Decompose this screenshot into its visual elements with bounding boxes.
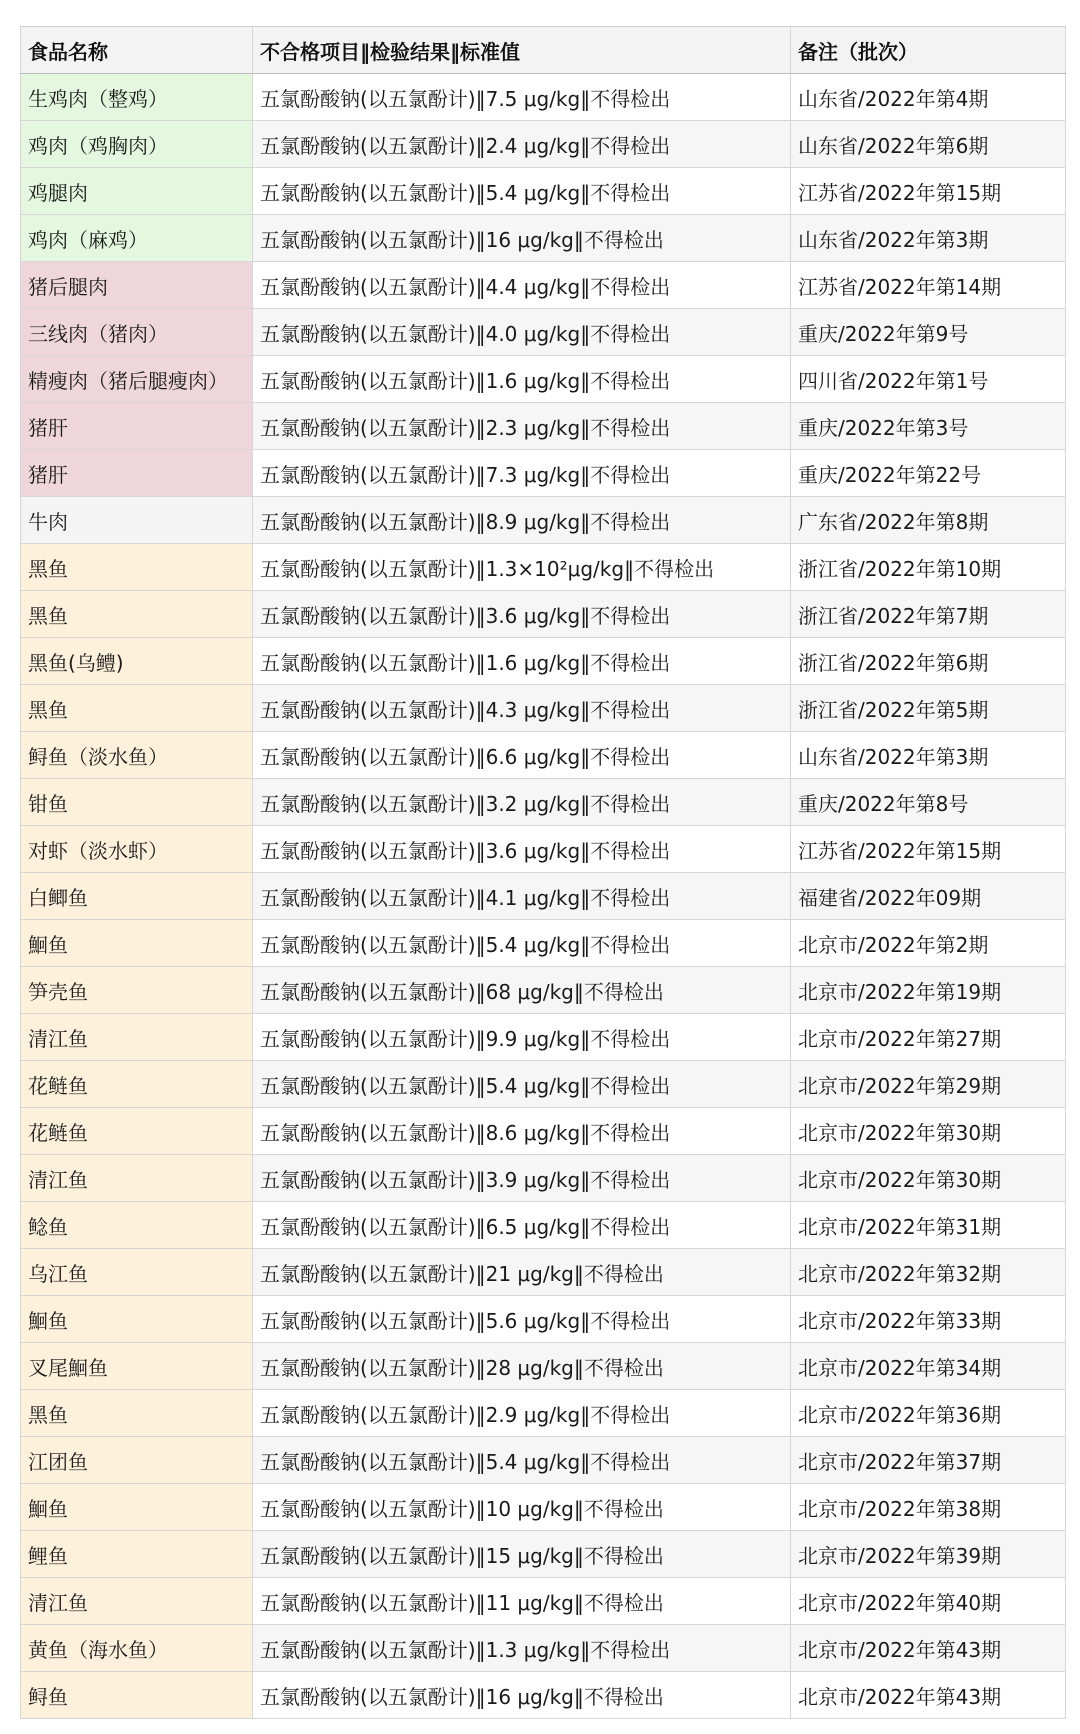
table-row	[20, 920, 1066, 967]
food-name-cell: 鲤鱼	[20, 1531, 252, 1577]
food-name-cell: 猪肝	[20, 403, 252, 449]
result-cell: 五氯酚酸钠(以五氯酚计)‖3.6 μg/kg‖不得检出	[252, 591, 790, 637]
result-cell: 五氯酚酸钠(以五氯酚计)‖2.4 μg/kg‖不得检出	[252, 121, 790, 167]
result-cell: 五氯酚酸钠(以五氯酚计)‖5.4 μg/kg‖不得检出	[252, 920, 790, 966]
food-name-cell: 乌江鱼	[20, 1249, 252, 1295]
food-name-cell: 白鲫鱼	[20, 873, 252, 919]
table-row	[20, 1578, 1066, 1625]
result-cell: 五氯酚酸钠(以五氯酚计)‖11 μg/kg‖不得检出	[252, 1578, 790, 1624]
result-cell: 五氯酚酸钠(以五氯酚计)‖4.4 μg/kg‖不得检出	[252, 262, 790, 308]
food-name-cell: 花鲢鱼	[20, 1108, 252, 1154]
note-cell: 山东省/2022年第6期	[790, 121, 1066, 167]
table-row	[20, 1390, 1066, 1437]
table-row	[20, 873, 1066, 920]
result-cell: 五氯酚酸钠(以五氯酚计)‖2.3 μg/kg‖不得检出	[252, 403, 790, 449]
food-name-cell: 黑鱼(乌鳢)	[20, 638, 252, 684]
result-cell: 五氯酚酸钠(以五氯酚计)‖9.9 μg/kg‖不得检出	[252, 1014, 790, 1060]
food-name-cell: 黄鱼（海水鱼）	[20, 1625, 252, 1671]
note-cell: 江苏省/2022年第15期	[790, 826, 1066, 872]
result-cell: 五氯酚酸钠(以五氯酚计)‖3.2 μg/kg‖不得检出	[252, 779, 790, 825]
food-name-cell: 黑鱼	[20, 591, 252, 637]
note-cell: 福建省/2022年09期	[790, 873, 1066, 919]
note-cell: 重庆/2022年第9号	[790, 309, 1066, 355]
food-name-cell: 黑鱼	[20, 685, 252, 731]
note-cell: 北京市/2022年第39期	[790, 1531, 1066, 1577]
table-row	[20, 403, 1066, 450]
result-cell: 五氯酚酸钠(以五氯酚计)‖15 μg/kg‖不得检出	[252, 1531, 790, 1577]
food-name-cell: 三线肉（猪肉）	[20, 309, 252, 355]
result-cell: 五氯酚酸钠(以五氯酚计)‖3.9 μg/kg‖不得检出	[252, 1155, 790, 1201]
result-cell: 五氯酚酸钠(以五氯酚计)‖1.6 μg/kg‖不得检出	[252, 356, 790, 402]
table-row	[20, 591, 1066, 638]
result-cell: 五氯酚酸钠(以五氯酚计)‖68 μg/kg‖不得检出	[252, 967, 790, 1013]
table-row	[20, 356, 1066, 403]
table-row	[20, 732, 1066, 779]
food-name-cell: 叉尾鮰鱼	[20, 1343, 252, 1389]
result-cell: 五氯酚酸钠(以五氯酚计)‖3.6 μg/kg‖不得检出	[252, 826, 790, 872]
table-row	[20, 168, 1066, 215]
food-name-cell: 黑鱼	[20, 1390, 252, 1436]
note-cell: 北京市/2022年第34期	[790, 1343, 1066, 1389]
result-cell: 五氯酚酸钠(以五氯酚计)‖5.4 μg/kg‖不得检出	[252, 1437, 790, 1483]
food-name-cell: 猪后腿肉	[20, 262, 252, 308]
note-cell: 北京市/2022年第37期	[790, 1437, 1066, 1483]
result-cell: 五氯酚酸钠(以五氯酚计)‖8.9 μg/kg‖不得检出	[252, 497, 790, 543]
note-cell: 北京市/2022年第31期	[790, 1202, 1066, 1248]
food-name-cell: 钳鱼	[20, 779, 252, 825]
result-cell: 五氯酚酸钠(以五氯酚计)‖4.0 μg/kg‖不得检出	[252, 309, 790, 355]
food-name-cell: 牛肉	[20, 497, 252, 543]
note-cell: 江苏省/2022年第15期	[790, 168, 1066, 214]
result-cell: 五氯酚酸钠(以五氯酚计)‖4.3 μg/kg‖不得检出	[252, 685, 790, 731]
table-row	[20, 544, 1066, 591]
table-row	[20, 1437, 1066, 1484]
table-row	[20, 262, 1066, 309]
note-cell: 北京市/2022年第40期	[790, 1578, 1066, 1624]
table-row	[20, 1296, 1066, 1343]
result-cell: 五氯酚酸钠(以五氯酚计)‖21 μg/kg‖不得检出	[252, 1249, 790, 1295]
table-row	[20, 967, 1066, 1014]
table-row	[20, 1249, 1066, 1296]
table-row	[20, 638, 1066, 685]
note-cell: 浙江省/2022年第6期	[790, 638, 1066, 684]
note-cell: 北京市/2022年第43期	[790, 1672, 1066, 1718]
food-name-cell: 清江鱼	[20, 1014, 252, 1060]
table-row	[20, 1014, 1066, 1061]
table-header-row	[20, 27, 1066, 74]
note-cell: 北京市/2022年第29期	[790, 1061, 1066, 1107]
note-cell: 重庆/2022年第3号	[790, 403, 1066, 449]
note-cell: 北京市/2022年第2期	[790, 920, 1066, 966]
table-row	[20, 1061, 1066, 1108]
header-result: 不合格项目‖检验结果‖标准值	[252, 27, 790, 73]
result-cell: 五氯酚酸钠(以五氯酚计)‖28 μg/kg‖不得检出	[252, 1343, 790, 1389]
table-row	[20, 1155, 1066, 1202]
note-cell: 浙江省/2022年第10期	[790, 544, 1066, 590]
food-name-cell: 笋壳鱼	[20, 967, 252, 1013]
result-cell: 五氯酚酸钠(以五氯酚计)‖16 μg/kg‖不得检出	[252, 215, 790, 261]
note-cell: 浙江省/2022年第5期	[790, 685, 1066, 731]
food-name-cell: 精瘦肉（猪后腿瘦肉）	[20, 356, 252, 402]
note-cell: 广东省/2022年第8期	[790, 497, 1066, 543]
table-row	[20, 1625, 1066, 1672]
note-cell: 北京市/2022年第36期	[790, 1390, 1066, 1436]
note-cell: 山东省/2022年第3期	[790, 732, 1066, 778]
table-row	[20, 215, 1066, 262]
food-name-cell: 鲟鱼（淡水鱼）	[20, 732, 252, 778]
table-body	[20, 74, 1066, 1719]
note-cell: 山东省/2022年第4期	[790, 74, 1066, 120]
table-row	[20, 779, 1066, 826]
table-row	[20, 1343, 1066, 1390]
header-note: 备注（批次）	[790, 27, 1066, 73]
inspection-table	[20, 26, 1066, 1719]
result-cell: 五氯酚酸钠(以五氯酚计)‖5.6 μg/kg‖不得检出	[252, 1296, 790, 1342]
table-row	[20, 1672, 1066, 1719]
food-name-cell: 清江鱼	[20, 1155, 252, 1201]
result-cell: 五氯酚酸钠(以五氯酚计)‖16 μg/kg‖不得检出	[252, 1672, 790, 1718]
food-name-cell: 鸡肉（麻鸡）	[20, 215, 252, 261]
result-cell: 五氯酚酸钠(以五氯酚计)‖5.4 μg/kg‖不得检出	[252, 1061, 790, 1107]
note-cell: 江苏省/2022年第14期	[790, 262, 1066, 308]
note-cell: 重庆/2022年第8号	[790, 779, 1066, 825]
table-row	[20, 826, 1066, 873]
result-cell: 五氯酚酸钠(以五氯酚计)‖1.3 μg/kg‖不得检出	[252, 1625, 790, 1671]
result-cell: 五氯酚酸钠(以五氯酚计)‖8.6 μg/kg‖不得检出	[252, 1108, 790, 1154]
result-cell: 五氯酚酸钠(以五氯酚计)‖6.6 μg/kg‖不得检出	[252, 732, 790, 778]
table-row	[20, 497, 1066, 544]
food-name-cell: 猪肝	[20, 450, 252, 496]
food-name-cell: 清江鱼	[20, 1578, 252, 1624]
result-cell: 五氯酚酸钠(以五氯酚计)‖7.3 μg/kg‖不得检出	[252, 450, 790, 496]
food-name-cell: 花鲢鱼	[20, 1061, 252, 1107]
note-cell: 北京市/2022年第19期	[790, 967, 1066, 1013]
note-cell: 四川省/2022年第1号	[790, 356, 1066, 402]
table-row	[20, 1108, 1066, 1155]
food-name-cell: 鮰鱼	[20, 920, 252, 966]
result-cell: 五氯酚酸钠(以五氯酚计)‖6.5 μg/kg‖不得检出	[252, 1202, 790, 1248]
result-cell: 五氯酚酸钠(以五氯酚计)‖2.9 μg/kg‖不得检出	[252, 1390, 790, 1436]
header-food-name: 食品名称	[20, 27, 252, 73]
table-row	[20, 121, 1066, 168]
food-name-cell: 对虾（淡水虾）	[20, 826, 252, 872]
table-row	[20, 685, 1066, 732]
food-name-cell: 鮰鱼	[20, 1484, 252, 1530]
result-cell: 五氯酚酸钠(以五氯酚计)‖7.5 μg/kg‖不得检出	[252, 74, 790, 120]
food-name-cell: 生鸡肉（整鸡）	[20, 74, 252, 120]
food-name-cell: 鲶鱼	[20, 1202, 252, 1248]
note-cell: 北京市/2022年第43期	[790, 1625, 1066, 1671]
result-cell: 五氯酚酸钠(以五氯酚计)‖4.1 μg/kg‖不得检出	[252, 873, 790, 919]
food-name-cell: 黑鱼	[20, 544, 252, 590]
table-row	[20, 74, 1066, 121]
table-row	[20, 1531, 1066, 1578]
result-cell: 五氯酚酸钠(以五氯酚计)‖1.3×10²μg/kg‖不得检出	[252, 544, 790, 590]
table-row	[20, 309, 1066, 356]
food-name-cell: 江团鱼	[20, 1437, 252, 1483]
result-cell: 五氯酚酸钠(以五氯酚计)‖5.4 μg/kg‖不得检出	[252, 168, 790, 214]
note-cell: 浙江省/2022年第7期	[790, 591, 1066, 637]
note-cell: 北京市/2022年第33期	[790, 1296, 1066, 1342]
note-cell: 北京市/2022年第30期	[790, 1155, 1066, 1201]
food-name-cell: 鲟鱼	[20, 1672, 252, 1718]
note-cell: 北京市/2022年第32期	[790, 1249, 1066, 1295]
note-cell: 北京市/2022年第30期	[790, 1108, 1066, 1154]
note-cell: 山东省/2022年第3期	[790, 215, 1066, 261]
table-row	[20, 1484, 1066, 1531]
food-name-cell: 鸡腿肉	[20, 168, 252, 214]
table-row	[20, 1202, 1066, 1249]
note-cell: 重庆/2022年第22号	[790, 450, 1066, 496]
food-name-cell: 鸡肉（鸡胸肉）	[20, 121, 252, 167]
result-cell: 五氯酚酸钠(以五氯酚计)‖1.6 μg/kg‖不得检出	[252, 638, 790, 684]
food-name-cell: 鮰鱼	[20, 1296, 252, 1342]
result-cell: 五氯酚酸钠(以五氯酚计)‖10 μg/kg‖不得检出	[252, 1484, 790, 1530]
note-cell: 北京市/2022年第27期	[790, 1014, 1066, 1060]
note-cell: 北京市/2022年第38期	[790, 1484, 1066, 1530]
table-row	[20, 450, 1066, 497]
